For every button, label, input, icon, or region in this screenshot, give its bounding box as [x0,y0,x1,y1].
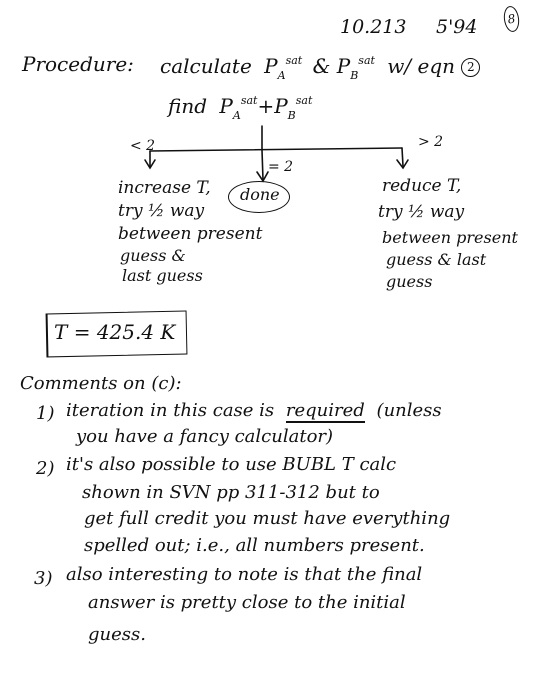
comment-2-line-2: shown in SVN pp 311-312 but to [82,482,380,503]
comments-heading: Comments on (c): [20,373,182,394]
right-action-line-3: between present [382,228,518,247]
left-condition: < 2 [130,138,156,154]
left-action-line-3: between present [118,224,263,244]
middle-action-done: done [240,185,280,204]
comment-2-line-4: spelled out; i.e., all numbers present. [84,535,425,556]
comment-3-line-2: answer is pretty close to the initial [88,592,406,613]
comment-2-line-1: it's also possible to use BUBL T calc [66,454,397,475]
middle-condition: = 2 [268,159,294,175]
comment-1-number: 1) [36,403,55,424]
equation-number: 2 [461,58,480,77]
middle-branch [262,150,263,180]
right-action-line-5: guess [386,272,433,291]
comment-1-line-1: iteration in this case is required (unless [66,400,442,421]
course-number: 10.213 [340,16,407,38]
term-label: 5'94 [436,16,478,38]
left-action-line-5: last guess [122,266,203,285]
procedure-step-calculate: calculate $P_A^{sat}$ & $P_B^{sat}$ w/ eqn 2 [160,56,480,77]
comment-3-number: 3) [34,568,53,589]
page-number-badge: 8 [502,5,520,33]
comment-3-line-3: guess. [88,624,146,645]
branch-bar [150,148,402,151]
procedure-label: Procedure: [22,52,134,76]
comment-3-line-1: also interesting to note is that the final [66,564,423,585]
right-action-line-1: reduce T, [382,176,462,196]
left-action-line-2: try ½ way [118,201,205,221]
find-pressure-sum: find $P_A^{sat}+P_B^{sat}$ [168,94,313,122]
left-action-line-1: increase T, [118,178,211,198]
right-branch [402,148,403,166]
comment-2-line-3: get full credit you must have everything [84,508,451,529]
right-action-line-2: try ½ way [378,202,465,222]
comment-2-number: 2) [36,458,55,479]
right-action-line-4: guess & last [386,250,487,269]
answer-value: T = 425.4 K [54,320,176,344]
comment-1-line-2: you have a fancy calculator) [76,426,334,447]
left-action-line-4: guess & [120,246,186,265]
right-condition: > 2 [418,134,444,150]
